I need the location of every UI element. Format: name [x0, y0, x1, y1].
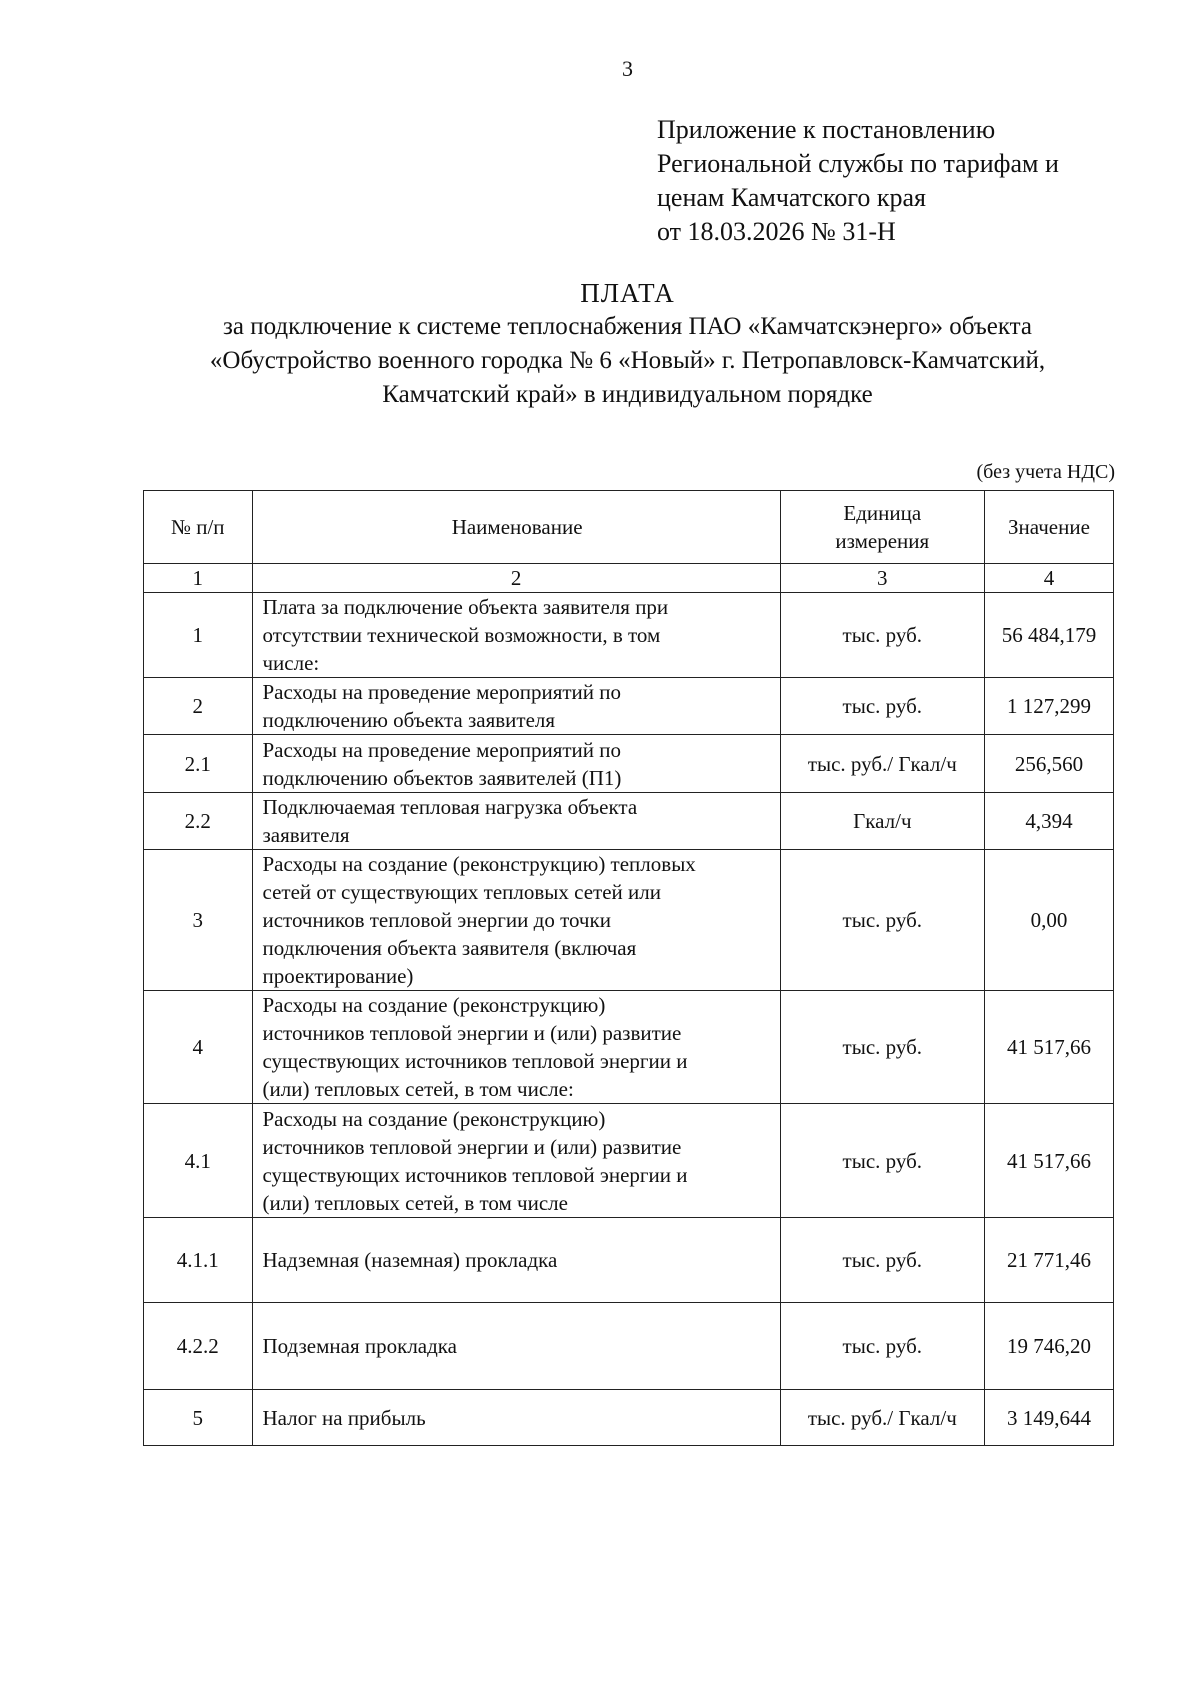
table-row	[144, 991, 1114, 1104]
row-number: 4.1.1	[144, 1218, 253, 1303]
row-name	[252, 735, 780, 793]
table-row	[144, 850, 1114, 991]
page-number: 3	[622, 56, 633, 81]
table-row	[144, 793, 1114, 850]
row-name	[252, 850, 780, 991]
row-name-line: Плата за подключение объекта заявителя при	[262, 595, 669, 619]
appendix-line: Региональной службы по тарифам и	[657, 149, 1059, 178]
row-number: 4	[144, 991, 253, 1104]
row-name-line: подключению объекта заявителя	[262, 708, 556, 732]
row-value: 3 149,644	[984, 1390, 1113, 1446]
table-body	[144, 593, 1114, 1446]
row-name-line: источников тепловой энергии и (или) развитие	[262, 1021, 682, 1045]
row-number: 2	[144, 678, 253, 735]
appendix-line: ценам Камчатского края	[657, 183, 926, 212]
row-value: 21 771,46	[984, 1218, 1113, 1303]
row-name	[252, 1104, 780, 1218]
row-name-line: Расходы на проведение мероприятий по	[262, 737, 622, 762]
row-name-line: существующих источников тепловой энергии и	[262, 1162, 688, 1187]
document-subtitle-line: за подключение к системе теплоснабжения ПАО «Камчатскэнерго» объекта	[222, 313, 1033, 340]
row-number: 2.1	[144, 735, 253, 793]
row-value: 4,394	[984, 793, 1113, 850]
table-row	[144, 1303, 1114, 1390]
row-value: 41 517,66	[984, 1104, 1113, 1218]
row-unit: тыс. руб./ Гкал/ч	[780, 1390, 984, 1446]
row-unit: тыс. руб.	[780, 1218, 984, 1303]
row-name	[252, 1303, 780, 1390]
fee-table	[143, 490, 1114, 1446]
document-subtitle-line: Камчатский край» в индивидуальном порядке	[382, 381, 873, 408]
row-name	[252, 593, 780, 678]
appendix-line: Приложение к постановлению	[657, 115, 996, 144]
row-name-line: Расходы на создание (реконструкцию)	[262, 993, 606, 1017]
row-name-line: заявителя	[262, 823, 350, 847]
row-name	[252, 1218, 780, 1303]
row-value: 41 517,66	[984, 991, 1113, 1104]
row-value: 19 746,20	[984, 1303, 1113, 1390]
row-name-line: проектирование)	[262, 964, 414, 988]
row-unit: тыс. руб./ Гкал/ч	[780, 735, 984, 793]
row-name-line: Надземная (наземная) прокладка	[262, 1248, 558, 1272]
row-name-line: подключения объекта заявителя (включая	[262, 936, 637, 960]
row-unit: Гкал/ч	[780, 793, 984, 850]
row-name-line: Расходы на проведение мероприятий по	[262, 680, 622, 704]
column-number: 2	[252, 564, 780, 593]
appendix-reference	[657, 113, 1059, 249]
row-unit: тыс. руб.	[780, 991, 984, 1104]
document-subtitle-line: «Обустройство военного городка № 6 «Новый» г. Петропавловск-Камчатский,	[209, 347, 1046, 374]
header-unit	[780, 491, 984, 564]
header-name: Наименование	[252, 491, 780, 564]
row-unit: тыс. руб.	[780, 1303, 984, 1390]
vat-note: (без учета НДС)	[976, 461, 1115, 483]
row-unit: тыс. руб.	[780, 850, 984, 991]
table-row	[144, 735, 1114, 793]
column-number-row	[144, 564, 1114, 593]
row-name-line: отсутствии технической возможности, в том	[262, 623, 661, 647]
row-name-line: Расходы на создание (реконструкцию)	[262, 1106, 606, 1131]
row-number: 1	[144, 593, 253, 678]
table-row	[144, 1104, 1114, 1218]
row-name-line: источников тепловой энергии и (или) развитие	[262, 1134, 682, 1159]
table-row	[144, 678, 1114, 735]
row-unit: тыс. руб.	[780, 593, 984, 678]
row-name-line: Подключаемая тепловая нагрузка объекта	[262, 795, 638, 819]
table-row	[144, 1218, 1114, 1303]
row-number: 5	[144, 1390, 253, 1446]
row-name-line: сетей от существующих тепловых сетей или	[262, 880, 661, 904]
row-name	[252, 793, 780, 850]
header-unit-line: измерения	[835, 529, 930, 553]
row-name-line: существующих источников тепловой энергии и	[262, 1049, 688, 1073]
column-number: 1	[144, 564, 253, 593]
row-number: 2.2	[144, 793, 253, 850]
table-row	[144, 1390, 1114, 1446]
column-number: 4	[984, 564, 1113, 593]
row-name-line: Расходы на создание (реконструкцию) тепловых	[262, 852, 696, 876]
row-name-line: (или) тепловых сетей, в том числе:	[262, 1077, 574, 1101]
row-name	[252, 678, 780, 735]
document-title: ПЛАТА	[580, 278, 675, 308]
row-unit: тыс. руб.	[780, 678, 984, 735]
row-number: 3	[144, 850, 253, 991]
table-header-row	[144, 491, 1114, 564]
header-value: Значение	[984, 491, 1113, 564]
document-heading	[0, 276, 1200, 412]
row-value: 56 484,179	[984, 593, 1113, 678]
header-num: № п/п	[144, 491, 253, 564]
header-unit-line: Единица	[843, 501, 922, 525]
row-unit: тыс. руб.	[780, 1104, 984, 1218]
row-name-line: источников тепловой энергии до точки	[262, 908, 611, 932]
row-name	[252, 1390, 780, 1446]
row-number: 4.1	[144, 1104, 253, 1218]
row-name	[252, 991, 780, 1104]
row-name-line: числе:	[262, 651, 320, 675]
column-number: 3	[780, 564, 984, 593]
row-name-line: Подземная прокладка	[262, 1334, 458, 1358]
row-value: 256,560	[984, 735, 1113, 793]
row-value: 0,00	[984, 850, 1113, 991]
row-name-line: Налог на прибыль	[262, 1405, 426, 1430]
row-number: 4.2.2	[144, 1303, 253, 1390]
row-name-line: подключению объектов заявителей (П1)	[262, 765, 622, 790]
row-value: 1 127,299	[984, 678, 1113, 735]
appendix-date-number: от 18.03.2026 № 31-Н	[657, 217, 896, 246]
table-row	[144, 593, 1114, 678]
row-name-line: (или) тепловых сетей, в том числе	[262, 1190, 568, 1215]
